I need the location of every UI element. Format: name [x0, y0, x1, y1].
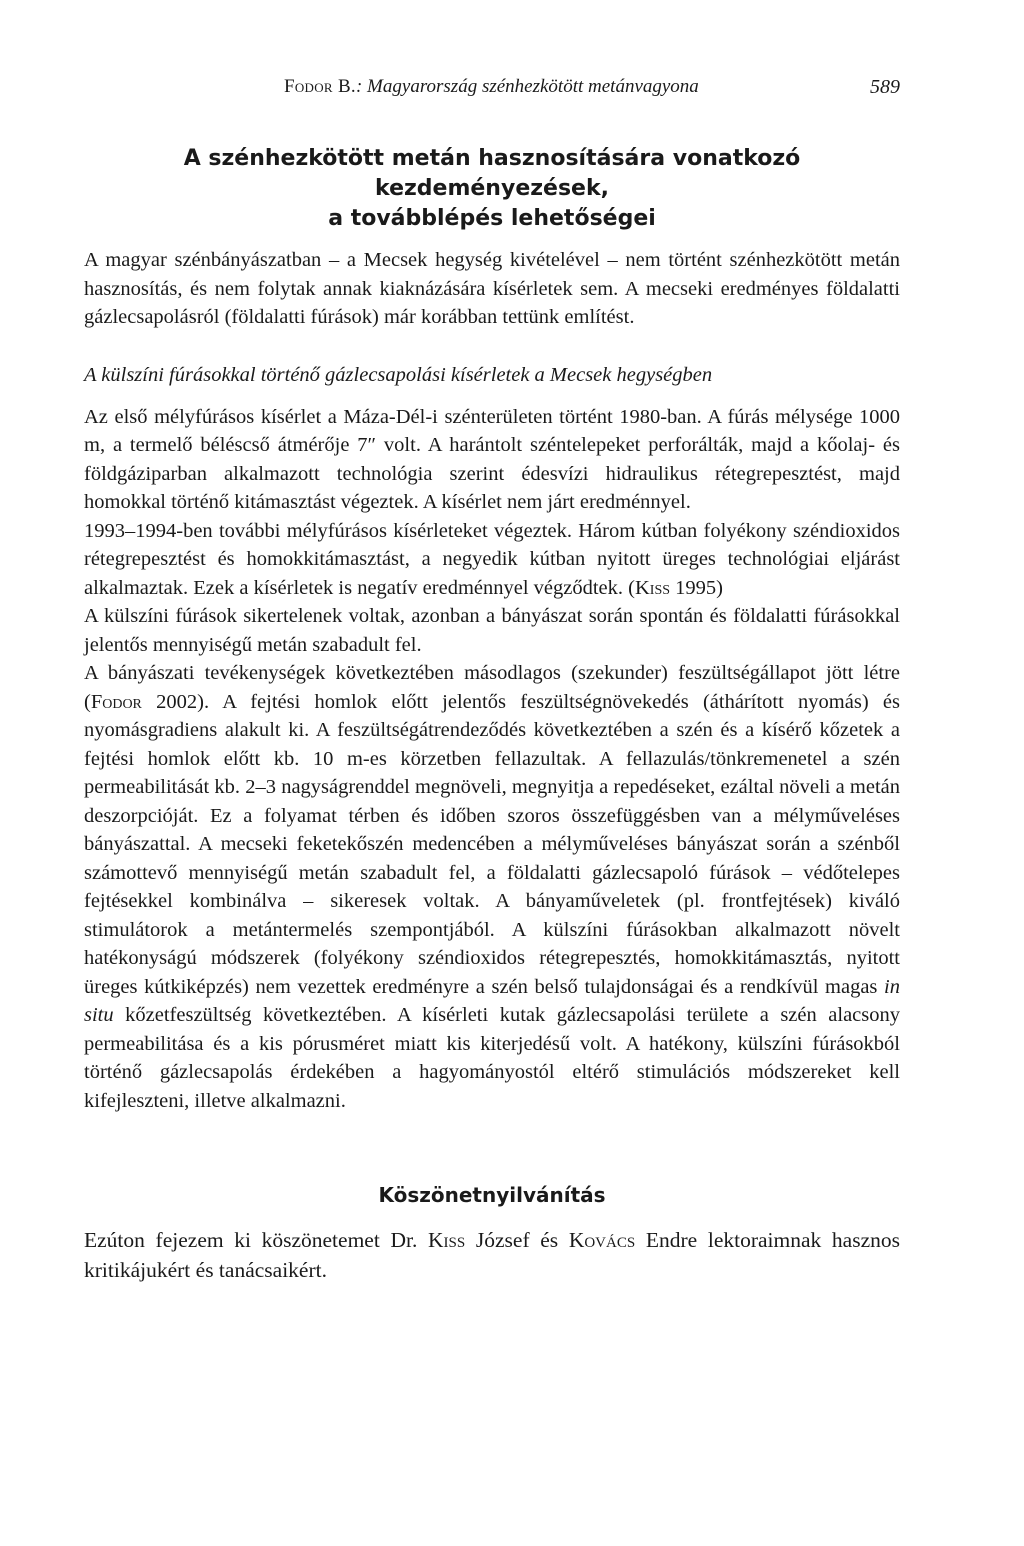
paragraph-2-text: 1993–1994-ben további mélyfúrásos kísérleteket végeztek. Három kútban folyékony széndioxidos rétegrepesztést és homokkitámasztást, a negyedik kútban nyitott üreges technológiai eljárást alkalmaztak. Ezek a kísérletek is negatív eredménnyel végződtek. (: [84, 519, 900, 599]
reviewer-name-2: Kovács: [568, 1228, 636, 1252]
ack-text-a: Ezúton fejezem ki köszönetemet Dr.: [84, 1228, 428, 1252]
reviewer-name-1: Kiss: [428, 1228, 466, 1252]
header-author: Fodor B.: [284, 76, 356, 97]
running-header: [84, 76, 900, 106]
paragraph-4-text-b: 2002). A fejtési homlok előtt jelentős feszültségnövekedés (áthárított nyomás) és nyomásgradiens alakult ki. A feszültségátrendeződés következtében a szén és a kísérő kőzetek a fejtési homlok előtt kb. 10 m-es körzetben fellazultak. A fellazulás/tönkremenetel a szén permeabilitását kb. 2–3 nagyságrenddel megnöveli, megnyitja a repedéseket, ezáltal növeli a metán deszorpcióját. Ez a folyamat térben és időben szoros összefüggésben van a mélyműveléses bányászattal. A mecseki feketekőszén medencében a mélyműveléses bányászat során a szénből számottevő mennyiségű metán szabadult fel, a földalatti gázlecsapoló fúrások – védőtelepes fejtésekkel kombinálva – sikeresek voltak. A bányaműveletek (pl. frontfejtések) kiváló stimulátorok a metántermelés szempontjából. A külszíni fúrásokban alkalmazott növelt hatékonyságú módszerek (folyékony széndioxidos rétegrepesztés, homokkitámasztás, nyitott üreges kútkiképzés) nem vezettek eredményre a szén belső tulajdonságai és a rendkívül magas: [84, 690, 900, 998]
paragraph-2: [84, 517, 900, 603]
header-title-text: : Magyarország szénhezkötött metánvagyona: [355, 76, 699, 97]
paragraph-4-text-a: A bányászati tevékenységek következtében másodlagos (szekunder) feszültségállapot jött létre (: [84, 662, 900, 713]
subsection-title: A külszíni fúrásokkal történő gázlecsapolási kísérletek a Mecsek hegységben: [84, 363, 713, 386]
acknowledgement-title: Köszönetnyilvánítás: [378, 1183, 606, 1207]
paragraph-1: Az első mélyfúrásos kísérlet a Máza-Dél-i szénterületen történt 1980-ban. A fúrás mélysége 1000 m, a termelő béléscső átmérője 7″ volt. A harántolt széntelepeket perforálták, majd a kőolaj- és földgáziparban alkalmazott technológia szerint édesvízi hidraulikus rétegrepesztést, majd homokkal történő kitámasztást végeztek. A kísérlet nem járt eredménnyel.: [84, 405, 900, 513]
citation-year: 1995): [670, 576, 723, 599]
in-situ-term: in situ: [84, 975, 900, 1026]
citation-author: Kiss: [634, 576, 671, 599]
paragraph-4-text-c: kőzetfeszültség következtében. A kísérleti kutak gázlecsapolási területe a szén alacsony permeabilitása és a kis pórusméret miatt kis kiterjedésű volt. A hatékony, külszíni fúrásokból történő gázlecsapolás érdekében a hagyományostól eltérő stimulációs módszereket kell kifejleszteni, illetve alkalmazni.: [84, 1004, 900, 1112]
ack-text-c: Endre lektoraimnak hasznos kritikájukért és tanácsaikért.: [84, 1228, 900, 1282]
acknowledgement-text: [84, 1225, 900, 1285]
citation-author: Fodor: [90, 690, 142, 713]
section-title-line1: A szénhezkötött metán hasznosítására vonatkozó kezdeményezések,: [183, 146, 801, 201]
page: [84, 76, 900, 1285]
intro-paragraph: A magyar szénbányászatban – a Mecsek hegység kivételével – nem történt szénhezkötött metán hasznosítás, és nem folytak annak kiaknázására kísérletek sem. A mecseki eredményes földalatti gázlecsapolásról (földalatti fúrások) már korábban tettünk említést.: [84, 249, 900, 328]
page-number: 589: [870, 76, 900, 98]
header-title: [284, 76, 699, 98]
section-title-line2: a továbblépés lehetőségei: [328, 206, 656, 231]
ack-text-b: József és: [465, 1228, 569, 1252]
paragraph-4: [84, 659, 900, 1115]
paragraph-3: A külszíni fúrások sikertelenek voltak, azonban a bányászat során spontán és földalatti fúrásokkal jelentős mennyiségű metán szabadult fel.: [84, 605, 900, 656]
section-title: [84, 144, 900, 234]
